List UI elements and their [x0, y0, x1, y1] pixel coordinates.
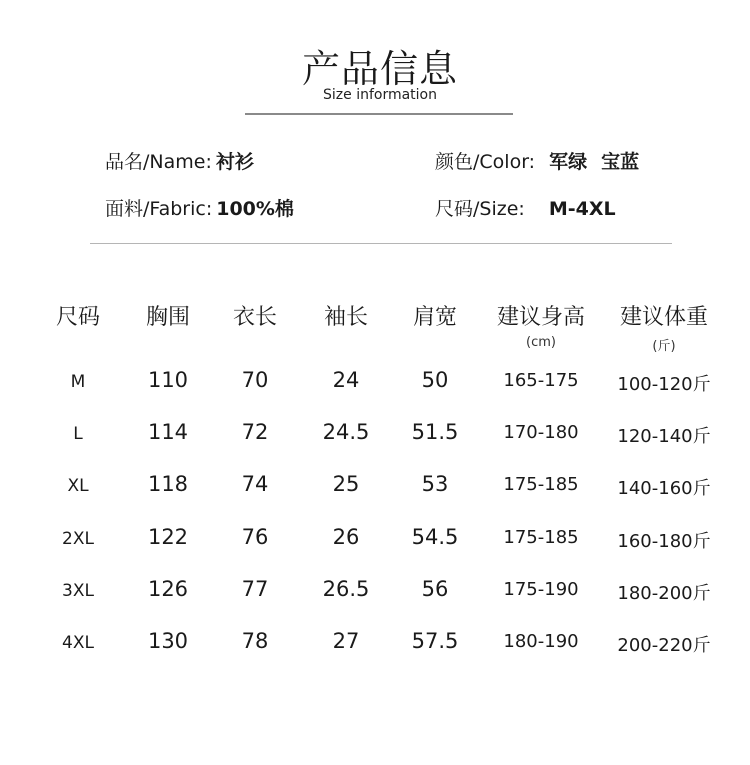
info-size-value: M-4XL: [548, 198, 616, 220]
table-cell-length: 78: [241, 629, 269, 653]
table-cell-size: M: [70, 372, 86, 392]
page-title: 产品信息: [301, 47, 458, 91]
table-cell-weight: 100-120斤: [617, 374, 711, 395]
table-cell-weight: 140-160斤: [617, 478, 711, 499]
info-fabric-label: 面料/Fabric:: [105, 198, 213, 220]
table-cell-sleeve: 26: [332, 525, 360, 549]
table-header-size: [38, 300, 118, 331]
info-fabric: [105, 194, 294, 221]
table-cell-height: 165-175: [503, 370, 579, 391]
table-cell-weight: 160-180斤: [617, 531, 711, 552]
table-header-label: 肩宽: [412, 305, 457, 330]
info-size-label: 尺码/Size:: [435, 198, 525, 220]
table-header-label: 衣长: [232, 305, 277, 330]
table-header-unit: (cm): [526, 335, 556, 350]
table-cell-height: 175-185: [503, 527, 579, 548]
table-cell-height: 175-185: [503, 474, 579, 495]
page-subtitle: Size information: [323, 87, 437, 103]
table-cell-length: 70: [241, 368, 269, 392]
table-cell-size: XL: [67, 476, 89, 496]
table-cell-length: 76: [241, 525, 269, 549]
table-header-label: 尺码: [55, 305, 100, 330]
table-cell-shoulder: 57.5: [411, 629, 459, 653]
table-header-label: 胸围: [145, 305, 190, 330]
table-cell-chest: 114: [147, 420, 189, 444]
table-cell-shoulder: 51.5: [411, 420, 459, 444]
info-name: [105, 147, 254, 174]
table-cell-weight: 120-140斤: [617, 426, 711, 447]
table-cell-size: 2XL: [62, 529, 94, 549]
table-cell-sleeve: 27: [332, 629, 360, 653]
table-cell-height: 175-190: [503, 579, 579, 600]
table-header-label: 建议身高: [496, 305, 585, 330]
info-name-value: 衬衫: [215, 151, 254, 173]
info-color-label: 颜色/Color:: [435, 151, 536, 173]
table-cell-length: 77: [241, 577, 269, 601]
table-cell-sleeve: 24: [332, 368, 360, 392]
table-cell-shoulder: 56: [421, 577, 449, 601]
table-cell-chest: 122: [147, 525, 189, 549]
table-cell-height: 170-180: [503, 422, 579, 443]
info-color-value-1: 军绿: [549, 151, 588, 173]
table-header-label: 建议体重: [619, 305, 708, 330]
table-cell-length: 72: [241, 420, 269, 444]
table-cell-chest: 130: [147, 629, 189, 653]
table-header-unit: (斤): [652, 339, 676, 354]
title-underline: [245, 113, 513, 115]
table-cell-weight: 200-220斤: [617, 635, 711, 656]
info-color: [435, 147, 639, 174]
table-cell-height: 180-190: [503, 631, 579, 652]
table-header-label: 袖长: [323, 305, 368, 330]
section-divider: [90, 243, 672, 244]
table-cell-size: 3XL: [62, 581, 94, 601]
table-cell-sleeve: 26.5: [322, 577, 370, 601]
table-header-chest: [123, 300, 213, 331]
table-cell-shoulder: 50: [421, 368, 449, 392]
table-cell-shoulder: 53: [421, 472, 449, 496]
info-name-label: 品名/Name:: [105, 151, 212, 173]
table-header-length: [210, 300, 300, 331]
table-cell-length: 74: [241, 472, 269, 496]
info-fabric-value: 100%棉: [216, 198, 294, 220]
table-cell-shoulder: 54.5: [411, 525, 459, 549]
info-size: [435, 194, 616, 221]
table-header-shoulder: [390, 300, 480, 331]
table-cell-size: L: [73, 424, 83, 444]
table-cell-chest: 118: [147, 472, 189, 496]
info-color-value-2: 宝蓝: [601, 151, 640, 173]
table-header-height: [486, 300, 596, 350]
table-cell-chest: 110: [147, 368, 189, 392]
table-header-sleeve: [301, 300, 391, 331]
table-cell-size: 4XL: [62, 633, 94, 653]
table-header-weight: [604, 300, 724, 354]
table-cell-sleeve: 25: [332, 472, 360, 496]
table-cell-sleeve: 24.5: [322, 420, 370, 444]
table-cell-chest: 126: [147, 577, 189, 601]
table-cell-weight: 180-200斤: [617, 583, 711, 604]
